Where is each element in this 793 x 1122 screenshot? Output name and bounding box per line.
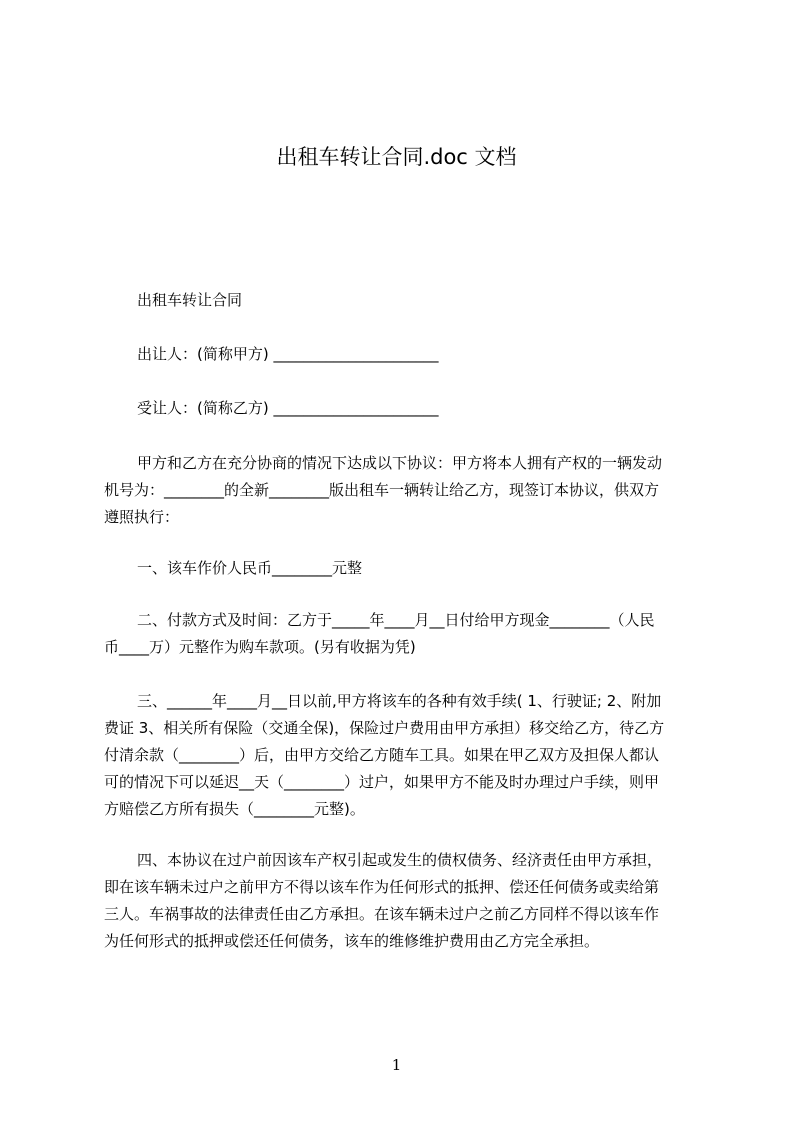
- intro-paragraph: [104, 450, 708, 531]
- transferee-line: 受让人：(简称乙方) ______________________: [137, 399, 439, 417]
- clause-3-line: 方赔偿乙方所有损失（________元整)。: [104, 800, 365, 818]
- intro-line: 遵照执行：: [104, 508, 180, 526]
- clause-2-line: 二、付款方式及时间：乙方于_____年____月__日付给甲方现金________（人民: [137, 611, 655, 629]
- document-title: 出租车转让合同.doc 文档: [276, 145, 517, 169]
- clause-3-line: 付清余款（________）后，由甲方交给乙方随车工具。如果在甲乙双方及担保人都认: [104, 746, 660, 764]
- page-number: 1: [391, 1056, 402, 1074]
- clause-2-line: 币____万）元整作为购车款项。(另有收据为凭): [104, 638, 416, 656]
- clause-3-paragraph: [104, 688, 708, 823]
- transferor-line: 出让人：(简称甲方) ______________________: [137, 345, 439, 363]
- clause-3-line: 费证 3、相关所有保险（交通全保)，保险过户费用由甲方承担）移交给乙方，待乙方: [104, 719, 665, 737]
- intro-line: 机号为：________的全新________版出租车一辆转让给乙方，现签订本协议，供双方: [104, 481, 660, 499]
- clause-3-line: 可的情况下可以延迟__天（________）过户，如果甲方不能及时办理过户手续，则甲: [104, 773, 660, 791]
- clause-1: 一、该车作价人民币________元整: [137, 559, 363, 577]
- clause-4-line: 即在该车辆未过户之前甲方不得以该车作为任何形式的抵押、偿还任何债务或卖给第: [104, 878, 660, 896]
- clause-4-line: 四、本协议在过户前因该车产权引起或发生的债权债务、经济责任由甲方承担，: [137, 851, 663, 869]
- clause-4-line: 三人。车祸事故的法律责任由乙方承担。在该车辆未过户之前乙方同样不得以该车作: [104, 905, 660, 923]
- contract-heading: 出租车转让合同: [137, 291, 243, 309]
- clause-4-paragraph: [104, 847, 708, 955]
- clause-4-line: 为任何形式的抵押或偿还任何债务，该车的维修维护费用由乙方完全承担。: [104, 932, 600, 950]
- clause-3-line: 三、______年____月__日以前,甲方将该车的各种有效手续( 1、行驶证; 2、附加: [137, 692, 662, 710]
- clause-2-paragraph: [104, 607, 708, 661]
- intro-line: 甲方和乙方在充分协商的情况下达成以下协议：甲方将本人拥有产权的一辆发动: [137, 454, 663, 472]
